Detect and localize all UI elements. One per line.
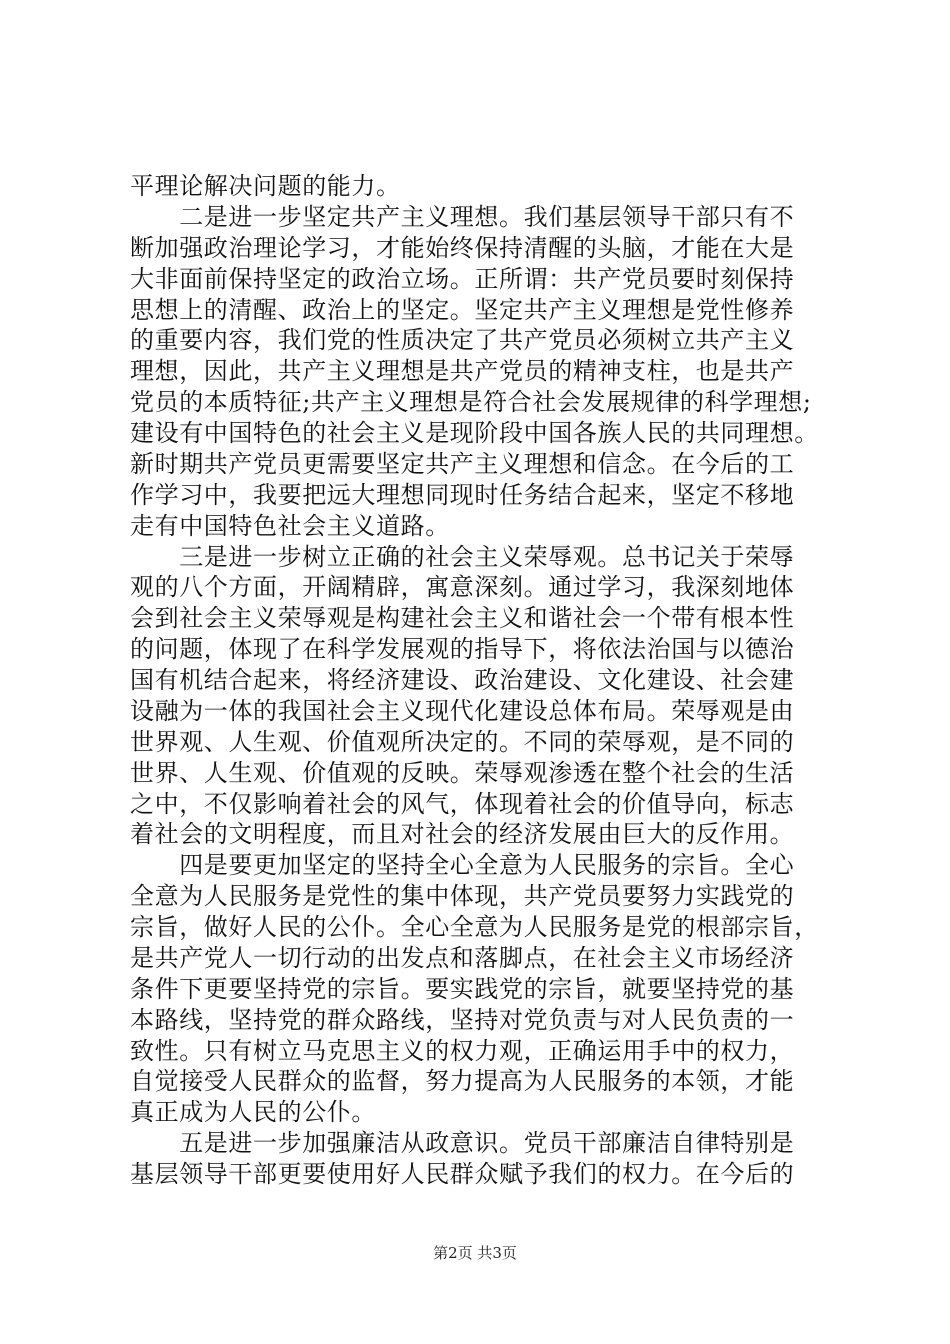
text-line: 真正成为人民的公仆。 [130, 1098, 376, 1126]
text-line: 新时期共产党员更需要坚定共产主义理想和信念。在今后的工 [130, 450, 795, 478]
text-line: 致性。只有树立马克思主义的权力观，正确运用手中的权力， [130, 1037, 795, 1065]
text-line: 条件下更要坚持党的宗旨。要实践党的宗旨，就要坚持党的基 [130, 975, 795, 1003]
text-line: 会到社会主义荣辱观是构建社会主义和谐社会一个带有根本性 [130, 604, 795, 632]
text-line: 全意为人民服务是党性的集中体现，共产党员要努力实践党的 [130, 882, 795, 910]
text-line: 平理论解决问题的能力。 [130, 172, 401, 200]
text-line: 的问题，体现了在科学发展观的指导下，将依法治国与以德治 [130, 635, 795, 663]
page-footer: 第2页 共3页 [433, 1244, 517, 1262]
text-line: 三是进一步树立正确的社会主义荣辱观。总书记关于荣辱 [130, 543, 795, 571]
text-line: 观的八个方面，开阔精辟，寓意深刻。通过学习，我深刻地体 [130, 573, 795, 601]
text-line: 着社会的文明程度，而且对社会的经济发展由巨大的反作用。 [130, 820, 795, 848]
text-line: 基层领导干部更要使用好人民群众赋予我们的权力。在今后的 [130, 1160, 795, 1188]
text-line: 思想上的清醒、政治上的坚定。坚定共产主义理想是党性修养 [130, 296, 795, 324]
text-line: 本路线，坚持党的群众路线，坚持对党负责与对人民负责的一 [130, 1006, 795, 1034]
text-line: 断加强政治理论学习，才能始终保持清醒的头脑，才能在大是 [130, 234, 795, 262]
text-line: 是共产党人一切行动的出发点和落脚点，在社会主义市场经济 [130, 944, 795, 972]
text-line: 国有机结合起来，将经济建设、政治建设、文化建设、社会建 [130, 666, 795, 694]
text-line: 走有中国特色社会主义道路。 [130, 512, 450, 540]
text-line: 党员的本质特征;共产主义理想是符合社会发展规律的科学理想; [130, 388, 812, 416]
text-line: 设融为一体的我国社会主义现代化建设总体布局。荣辱观是由 [130, 697, 795, 725]
text-line: 宗旨，做好人民的公仆。全心全意为人民服务是党的根部宗旨， [130, 913, 819, 941]
text-line: 世界观、人生观、价值观所决定的。不同的荣辱观，是不同的 [130, 728, 795, 756]
text-line: 作学习中，我要把远大理想同现时任务结合起来，坚定不移地 [130, 481, 795, 509]
text-line: 世界、人生观、价值观的反映。荣辱观渗透在整个社会的生活 [130, 759, 795, 787]
text-line: 四是要更加坚定的坚持全心全意为人民服务的宗旨。全心 [130, 851, 795, 879]
text-line: 之中，不仅影响着社会的风气，体现着社会的价值导向，标志 [130, 790, 795, 818]
text-line: 理想，因此，共产主义理想是共产党员的精神支柱，也是共产 [130, 357, 795, 385]
text-line: 大非面前保持坚定的政治立场。正所谓：共产党员要时刻保持 [130, 265, 795, 293]
text-line: 建设有中国特色的社会主义是现阶段中国各族人民的共同理想。 [130, 419, 819, 447]
text-line: 二是进一步坚定共产主义理想。我们基层领导干部只有不 [130, 203, 795, 231]
text-line: 自觉接受人民群众的监督，努力提高为人民服务的本领，才能 [130, 1067, 795, 1095]
text-line: 的重要内容，我们党的性质决定了共产党员必须树立共产主义 [130, 326, 795, 354]
text-line: 五是进一步加强廉洁从政意识。党员干部廉洁自律特别是 [130, 1129, 795, 1157]
